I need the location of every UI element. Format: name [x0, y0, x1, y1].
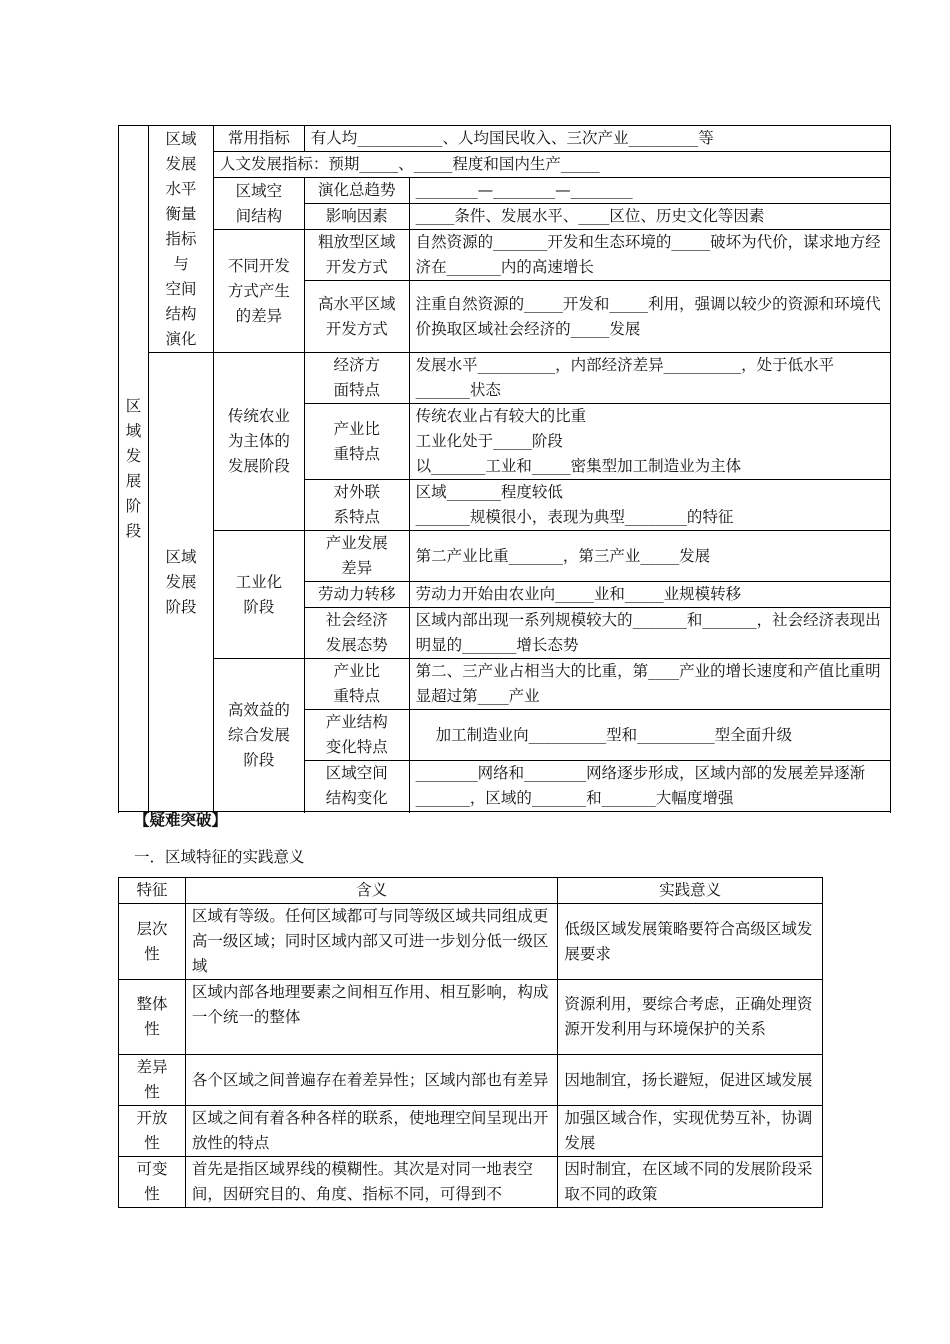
- practice-cell: 低级区域发展策略要符合高级区域发展要求: [558, 904, 823, 980]
- region-feature-table: [118, 877, 823, 1208]
- feature-cell: 整体 性: [119, 980, 186, 1055]
- row-3-text: ________—________—________: [409, 178, 890, 204]
- row-13-text: 第二、三产业占相当大的比重，第____产业的增长速度和产值比重明显超过第____产业: [409, 659, 890, 710]
- row-9-label: 对外联 系特点: [304, 480, 409, 531]
- row-12-label: 社会经济 发展态势: [304, 608, 409, 659]
- outer-label: 区 域 发 展 阶 段: [119, 126, 149, 812]
- difficulty-heading: 【疑难突破】: [134, 810, 228, 829]
- row-15-label: 区域空间 结构变化: [304, 761, 409, 812]
- row-4-text: _____条件、发展水平、____区位、历史文化等因素: [409, 204, 890, 230]
- practice-cell: 资源利用，要综合考虑，正确处理资源开发利用与环境保护的关系: [558, 980, 823, 1055]
- feature-cell: 可变 性: [119, 1157, 186, 1208]
- row-1-text: 有人均___________、人均国民收入、三次产业_________等: [304, 126, 890, 152]
- stage-2-label: 工业化 阶段: [213, 531, 304, 659]
- row-7-text: 发展水平__________，内部经济差异__________，处于低水平_______状态: [409, 353, 890, 404]
- row-1-label: 常用指标: [213, 126, 304, 152]
- table-row: [119, 980, 823, 1055]
- row-7-label: 经济方 面特点: [304, 353, 409, 404]
- meaning-cell: 区域之间有着各种各样的联系，使地理空间呈现出开放性的特点: [185, 1106, 557, 1157]
- meaning-cell: 区域有等级。任何区域都可与同等级区域共同组成更高一级区域；同时区域内部又可进一步划分低一级区域: [185, 904, 557, 980]
- row-5-group: 不同开发 方式产生 的差异: [213, 230, 304, 353]
- row-3-group: 区域空 间结构: [213, 178, 304, 230]
- row-11-label: 劳动力转移: [304, 582, 409, 608]
- stage-3-label: 高效益的 综合发展 阶段: [213, 659, 304, 812]
- group-2-label: 区域 发展 阶段: [148, 353, 213, 812]
- row-6-text: 注重自然资源的_____开发和_____利用，强调以较少的资源和环境代价换取区域社会经济的_____发展: [409, 281, 890, 353]
- practice-cell: 因地制宜，扬长避短，促进区域发展: [558, 1055, 823, 1106]
- row-8-text: 传统农业占有较大的比重 工业化处于_____阶段 以_______工业和_____密集型加工制造业为主体: [409, 404, 890, 480]
- row-2-text: 人文发展指标：预期_____、_____程度和国内生产_____: [213, 152, 890, 178]
- meaning-cell: 各个区域之间普遍存在着差异性；区域内部也有差异: [185, 1055, 557, 1106]
- row-9-text: 区域_______程度较低 _______规模很小，表现为典型________的特征: [409, 480, 890, 531]
- row-6-label: 高水平区域 开发方式: [304, 281, 409, 353]
- row-5-label: 粗放型区域 开发方式: [304, 230, 409, 281]
- stage-1-label: 传统农业 为主体的 发展阶段: [213, 353, 304, 531]
- region-development-table: [118, 125, 891, 812]
- header-practice: 实践意义: [558, 878, 823, 904]
- row-4-label: 影响因素: [304, 204, 409, 230]
- row-10-label: 产业发展 差异: [304, 531, 409, 582]
- practice-cell: 因时制宜，在区域不同的发展阶段采取不同的政策: [558, 1157, 823, 1208]
- group-1-label: 区域 发展 水平 衡量 指标 与 空间 结构 演化: [148, 126, 213, 353]
- row-15-text: ________网络和________网络逐步形成，区域内部的发展差异逐渐_______，区域的_______和_______大幅度增强: [409, 761, 890, 812]
- feature-cell: 差异 性: [119, 1055, 186, 1106]
- table-row: [119, 904, 823, 980]
- header-feature: 特征: [119, 878, 186, 904]
- row-11-text: 劳动力开始由农业向_____业和_____业规模转移: [409, 582, 890, 608]
- meaning-cell: 首先是指区域界线的模糊性。其次是对同一地表空间，因研究目的、角度、指标不同，可得到不: [185, 1157, 557, 1208]
- table-row: [119, 1157, 823, 1208]
- row-3-label: 演化总趋势: [304, 178, 409, 204]
- row-14-text: 加工制造业向__________型和__________型全面升级: [409, 710, 890, 761]
- feature-cell: 开放 性: [119, 1106, 186, 1157]
- header-meaning: 含义: [185, 878, 557, 904]
- row-5-text: 自然资源的_______开发和生态环境的_____破坏为代价，谋求地方经济在_______内的高速增长: [409, 230, 890, 281]
- row-14-label: 产业结构 变化特点: [304, 710, 409, 761]
- table-row: [119, 1055, 823, 1106]
- table-row: [119, 1106, 823, 1157]
- row-10-text: 第二产业比重_______，第三产业_____发展: [409, 531, 890, 582]
- row-13-label: 产业比 重特点: [304, 659, 409, 710]
- feature-cell: 层次 性: [119, 904, 186, 980]
- meaning-cell: 区域内部各地理要素之间相互作用、相互影响，构成一个统一的整体: [185, 980, 557, 1055]
- row-12-text: 区域内部出现一系列规模较大的_______和_______，社会经济表现出明显的_______增长态势: [409, 608, 890, 659]
- section-title: 一．区域特征的实践意义: [134, 848, 305, 866]
- row-8-label: 产业比 重特点: [304, 404, 409, 480]
- practice-cell: 加强区域合作，实现优势互补，协调发展: [558, 1106, 823, 1157]
